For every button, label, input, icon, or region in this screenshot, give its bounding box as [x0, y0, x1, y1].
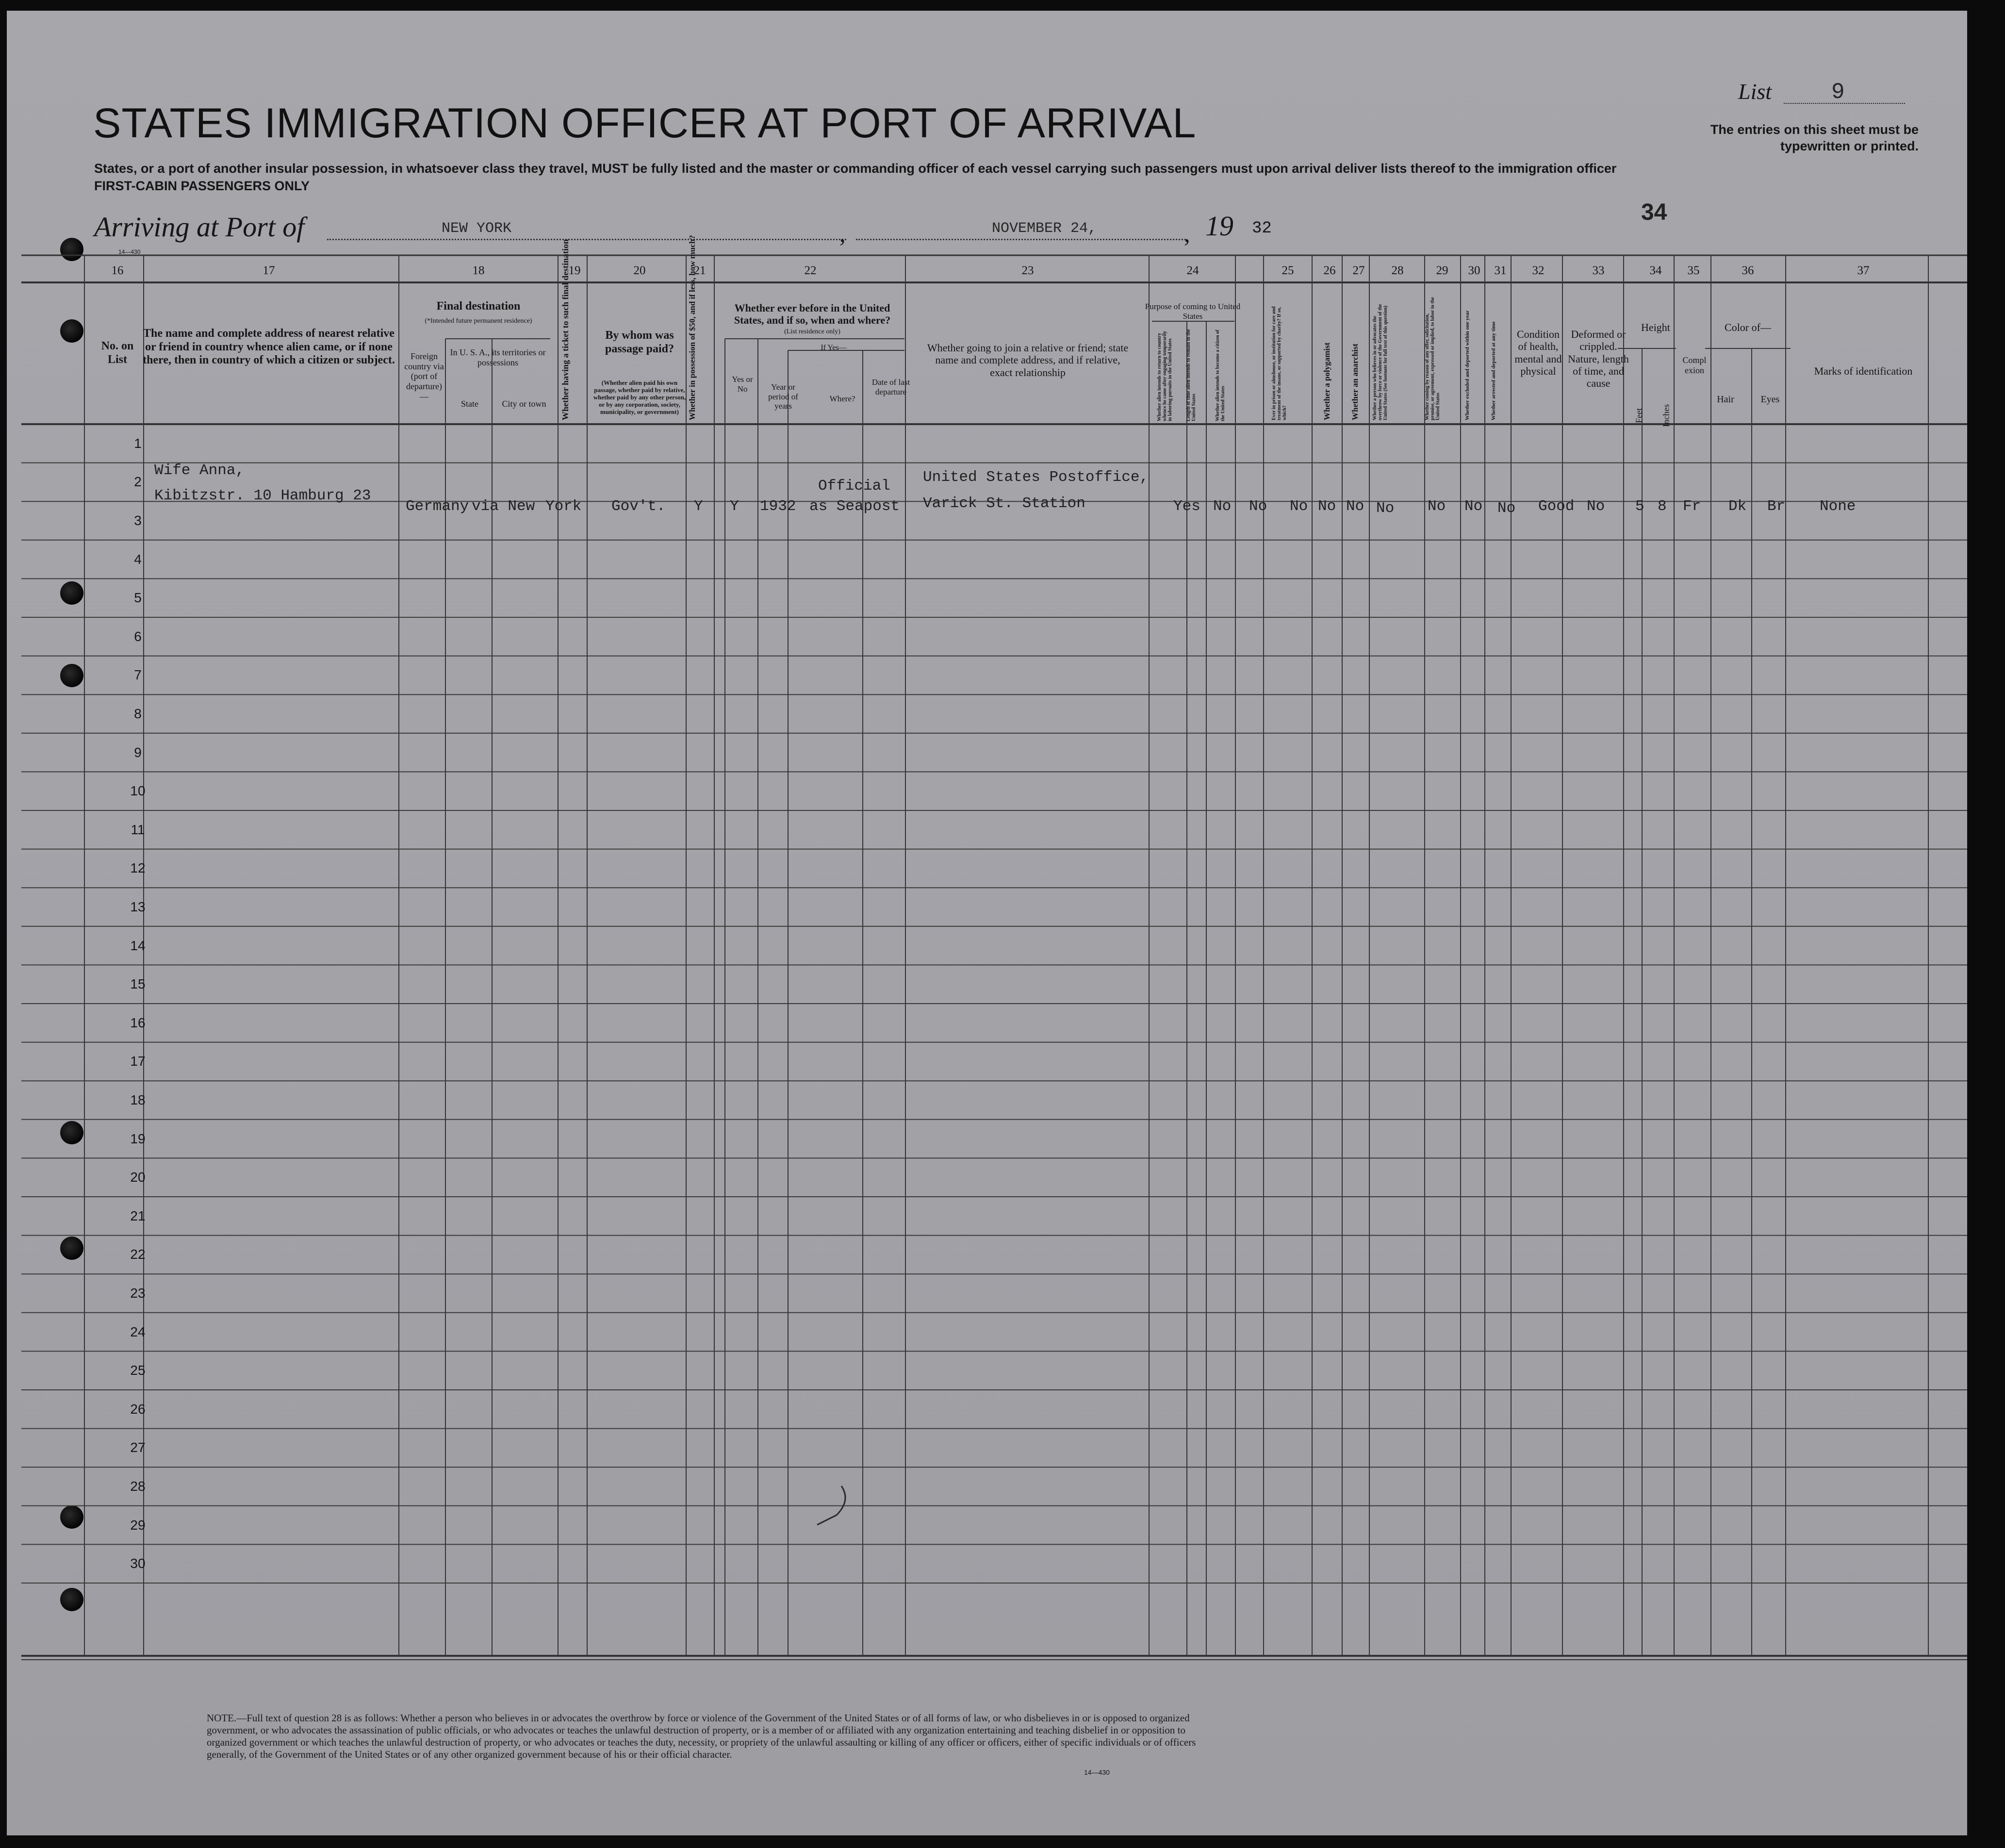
column-number: 31 [1494, 264, 1507, 277]
column-number: 18 [472, 264, 485, 277]
foreign-country: Germany [406, 498, 469, 515]
column-number: 20 [633, 264, 646, 277]
row-number: 7 [134, 667, 142, 683]
header-passage-paid: By whom was passage paid? [605, 329, 674, 355]
polygamist: No [1318, 498, 1336, 515]
header-labor-offer: Whether coming by reason of any offer, solicitation, promise, or agreement, expressed or implied, to labor in the United States [1425, 297, 1441, 420]
form-title: STATES IMMIGRATION OFFICER AT PORT OF ARRIVAL [93, 100, 1197, 147]
column-number: 34 [1649, 264, 1662, 277]
form-code: 14—430 [1084, 1768, 1110, 1776]
header-no-on-list: No. on List [101, 340, 134, 366]
labor-offer: No [1428, 498, 1446, 515]
header-height: Height [1641, 321, 1670, 333]
destination-city: York [545, 498, 582, 515]
column-number: 27 [1352, 264, 1365, 277]
header-complexion: Complexion [1682, 355, 1707, 375]
header-ticket: Whether having a ticket to such final destination [560, 239, 570, 420]
row-number: 6 [134, 628, 142, 644]
column-number: 29 [1436, 264, 1448, 277]
row-number: 8 [134, 706, 142, 722]
overthrow: No [1376, 500, 1395, 517]
column-number: 25 [1282, 264, 1294, 277]
comma-separator: , [1184, 220, 1190, 247]
deformed: No [1587, 498, 1605, 515]
column-number: 21 [693, 264, 706, 277]
year-suffix: 32 [1252, 219, 1272, 238]
question-28-note: NOTE.—Full text of question 28 is as follows: Whether a person who believes in or advocates the overthrow by force or violence of the Government of the United States or of all forms of law, or who disbelieves in or is opposed to organized government, or who advocates the assassination of public officials, or who advocates or teaches the unlawful destruction of property, or is a member of or affiliated with any organization entertaining and teaching disbelief in or opposition to organized government or which teaches the unlawful destruction of property, or who advocates or teaches the duty, necessity, or propriety of the unlawful assaulting or killing of any officer or officers, either of specific individuals or of officers generally, of the Government of the United States or of any other organized government because of his or their official character. [207, 1712, 1196, 1760]
row-number: 24 [130, 1324, 146, 1339]
stamped-page-number: 34 [1641, 199, 1667, 225]
hair-color: Dk [1728, 498, 1747, 515]
header-health: Condition of health, mental and physical [1514, 328, 1562, 377]
column-number: 24 [1186, 264, 1199, 277]
row-number: 14 [130, 938, 146, 953]
row-number: 1 [134, 435, 142, 451]
header-possession-50: Whether in possession of $50, and if less, how much? [688, 235, 697, 420]
row-number: 11 [131, 822, 145, 837]
header-if-yes: If Yes— [821, 344, 847, 352]
eye-color: Br [1767, 498, 1786, 515]
where-in-us-line1: Official [818, 478, 890, 495]
header-eyes: Eyes [1760, 394, 1780, 405]
row-number: 9 [134, 744, 142, 760]
row-number: 26 [130, 1401, 146, 1417]
row-number: 16 [130, 1015, 146, 1030]
header-purpose-return: Whether alien intends to return to country whence he came after engaging temporarily in laboring pursuits in the United States [1157, 330, 1173, 421]
where-in-us-line2: as Seapost [809, 498, 900, 515]
complexion: Fr [1683, 498, 1701, 515]
row-number: 2 [134, 474, 142, 490]
row-number: 20 [130, 1170, 146, 1185]
header-join-relative: Whether going to join a relative or friend; state name and complete address, and if relative, exact relationship [927, 342, 1129, 379]
list-label: List [1738, 79, 1772, 104]
length-of-stay: No [1213, 498, 1232, 515]
row-number: 15 [130, 976, 146, 992]
header-final-destination-note: (*Intended future permanent residence) [425, 317, 532, 325]
list-number: 9 [1831, 80, 1845, 105]
before-in-us: Y [730, 498, 739, 515]
prison: No [1290, 498, 1308, 515]
port-value: NEW YORK [442, 220, 512, 237]
header-purpose-length: Length of time alien intends to remain in the United States [1186, 329, 1197, 421]
column-number: 30 [1468, 264, 1480, 277]
header-hair: Hair [1717, 394, 1734, 405]
intro-text: States, or a port of another insular possession, in whatsoever class they travel, MUST be fully listed and the master or commanding officer of each vessel carrying such passengers must upon arrival deliver lists thereof to the immigration officer [94, 161, 1617, 176]
row-number: 3 [134, 513, 142, 528]
column-number: 37 [1857, 264, 1870, 277]
height-feet: 5 [1635, 498, 1644, 515]
arrested: No [1497, 500, 1516, 517]
typewritten-note: The entries on this sheet must be typewritten or printed. [1710, 122, 1919, 153]
return-intent: Yes [1173, 498, 1200, 515]
column-number: 35 [1687, 264, 1700, 277]
header-arrested: Whether arrested and deported at any time [1491, 321, 1496, 420]
header-last-departure: Date of last departure [871, 378, 910, 396]
header-marks: Marks of identification [1814, 365, 1913, 377]
citizen-intent: No [1249, 498, 1267, 515]
destination-state: via New [472, 498, 535, 515]
identification-marks: None [1820, 498, 1856, 515]
header-in-usa: In U. S. A., its territories or possessions [450, 347, 546, 367]
form-code-top: 14—430 [118, 248, 141, 255]
header-deformed: Deformed or crippled. Nature, length of time, and cause [1568, 328, 1629, 390]
column-number: 28 [1391, 264, 1404, 277]
row-number: 27 [130, 1440, 146, 1455]
row-number: 19 [130, 1131, 146, 1146]
header-purpose: Purpose of coming to United States [1145, 302, 1241, 321]
join-relative-line1: United States Postoffice, [923, 469, 1149, 486]
join-relative-line2: Varick St. Station [923, 495, 1085, 512]
header-purpose-citizen: Whether alien intends to become a citizen of the United States [1215, 330, 1226, 421]
header-feet: Feet [1634, 408, 1644, 423]
row-number: 4 [134, 551, 142, 567]
manifest-sheet [7, 11, 1967, 1835]
column-number: 22 [804, 264, 817, 277]
row-number: 22 [130, 1247, 146, 1262]
column-number: 26 [1323, 264, 1336, 277]
header-passage-note: (Whether alien paid his own passage, whether paid by relative, whether paid by any other person, or by any corporation, society, municipality, or government) [593, 379, 686, 415]
row-number: 30 [130, 1556, 146, 1571]
year-in-us: 1932 [760, 498, 796, 515]
header-final-destination: Final destination [436, 300, 521, 313]
column-number: 17 [263, 264, 275, 277]
table-grid [7, 11, 1967, 1835]
header-color-of: Color of— [1725, 321, 1771, 333]
cabin-class-text: FIRST-CABIN PASSENGERS ONLY [94, 179, 310, 193]
row-number: 23 [130, 1286, 146, 1301]
header-relative-address: The name and complete address of nearest relative or friend in country whence alien came, or if none there, then in country of which a citizen or subject. [143, 327, 395, 367]
has-50: Y [694, 498, 703, 515]
passage-paid-by: Gov't. [611, 498, 666, 515]
column-number: 33 [1592, 264, 1605, 277]
arriving-label: Arriving at Port of [94, 211, 305, 243]
row-number: 13 [130, 899, 146, 915]
header-anarchist: Whether an anarchist [1350, 343, 1360, 420]
row-number: 29 [130, 1517, 146, 1533]
header-inches: Inches [1661, 404, 1671, 427]
column-number: 19 [568, 264, 581, 277]
health: Good [1538, 498, 1575, 515]
header-prison: Ever in prison or almshouse, or institution for care and treatment of the insane, or supported by charity? If so, which? [1271, 306, 1287, 420]
header-foreign-country: Foreign country via (port of departure)— [404, 351, 444, 401]
column-number: 16 [111, 264, 124, 277]
excluded: No [1464, 498, 1483, 515]
height-inches: 8 [1658, 498, 1667, 515]
date-value: NOVEMBER 24, [992, 220, 1097, 237]
header-year: Year or period of years [768, 382, 798, 411]
header-ever-before-note: (List residence only) [784, 328, 840, 335]
row-number: 17 [130, 1054, 146, 1069]
header-yes-or-no: Yes or No [732, 375, 753, 394]
header-state: State [461, 399, 478, 409]
anarchist: No [1346, 498, 1364, 515]
column-number: 36 [1742, 264, 1754, 277]
relative-address: Kibitzstr. 10 Hamburg 23 [154, 487, 371, 504]
row-number: 12 [130, 860, 146, 876]
comma-separator: , [839, 220, 846, 247]
header-excluded: Whether excluded and deported within one year [1464, 310, 1470, 420]
header-overthrow: Whether a person who believes in or advocates the overthrow by force or violence of the Government of the United States (See footnote for full text of this question) [1372, 304, 1388, 420]
row-number: 28 [130, 1479, 146, 1494]
row-number: 5 [134, 590, 142, 606]
row-number: 25 [130, 1363, 146, 1378]
column-number: 32 [1532, 264, 1545, 277]
header-ever-before: Whether ever before in the United States, and if so, when and where? [734, 302, 891, 327]
header-polygamist: Whether a polygamist [1322, 342, 1331, 420]
header-city: City or town [502, 399, 546, 409]
year-prefix: 19 [1205, 210, 1233, 242]
row-number: 21 [130, 1208, 146, 1223]
relative-name: Wife Anna, [154, 462, 245, 479]
row-number: 18 [130, 1092, 146, 1108]
row-number: 10 [130, 783, 146, 799]
header-where: Where? [829, 394, 855, 403]
column-number: 23 [1021, 264, 1034, 277]
